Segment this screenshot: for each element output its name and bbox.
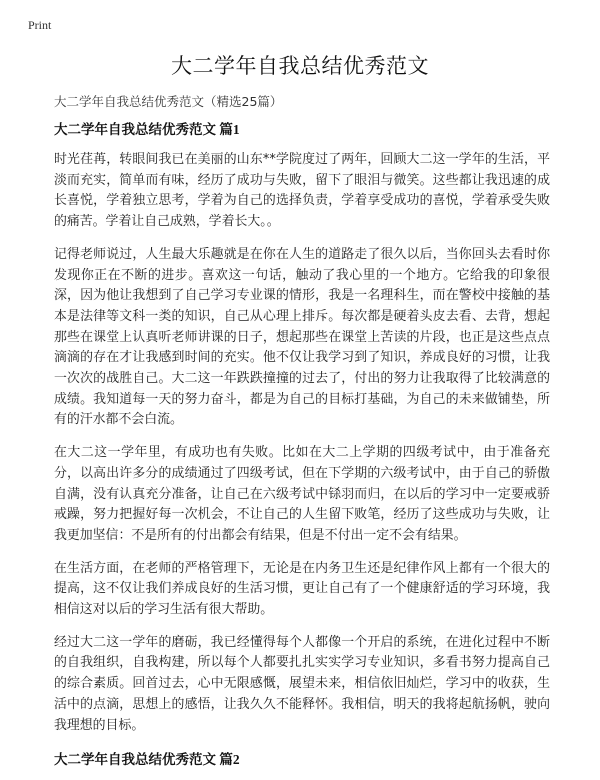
section-heading-2: 大二学年自我总结优秀范文 篇2 [54,752,240,768]
paragraph: 经过大二这一学年的磨砺，我已经懂得每个人都像一个开启的系统，在进化过程中不断的自我组织，自我构建，所以每个人都要扎扎实实学习专业知识，多看书努力提高自己的综合素质。回首过去，心中无限感慨，展望未来，相信依旧灿烂，学习中的收获，生活中的点滴，思想上的感悟，让我久久不能释怀。我相信，明天的我将起航扬帆，驶向我理想的目标。 [54,634,550,733]
page-title: 大二学年自我总结优秀范文 [171,54,429,78]
paragraph: 在大二这一学年里，有成功也有失败。比如在大二上学期的四级考试中，由于准备充分，以高出许多分的成绩通过了四级考试，但在下学期的六级考试中，由于自己的骄傲自满，没有认真充分准备，让自己在六级考试中铩羽而归，在以后的学习中一定要戒骄戒躁，努力把握好每一次机会，不让自己的人生留下败笔，经历了这些成功与失败，让我更加坚信：不是所有的付出都会有结果，但是不付出一定不会有结果。 [54,445,550,543]
print-link[interactable]: Print [28,18,52,32]
article-subtitle: 大二学年自我总结优秀范文（精选25篇） [54,94,283,109]
paragraph: 在生活方面，在老师的严格管理下，无论是在内务卫生还是纪律作风上都有一个很大的提高，这不仅让我们养成良好的生活习惯，更让自己有了一个健康舒适的学习环境，我相信这对以后的学习生活有很大帮助。 [54,560,550,618]
section-heading-1: 大二学年自我总结优秀范文 篇1 [54,122,240,137]
paragraph: 记得老师说过，人生最大乐趣就是在你在人生的道路走了很久以后，当你回头去看时你发现你正在不断的进步。喜欢这一句话，触动了我心里的一个地方。它给我的印象很深，因为他让我想到了自己学习专业课的情形，我是一名理科生，而在警校中接触的基本是法律等文科一类的知识，自己从心理上排斥。每次都是硬着头皮去看、去背，想起那些在课堂上认真听老师讲课的日子，想起那些在课堂上苦读的片段，也正是这些点点滴滴的存在才让我感到时间的充实。他不仅让我学习到了知识，养成良好的习惯，让我一次次的战胜自己。大二这一年跌跌撞撞的过去了，付出的努力让我取得了比较满意的成绩。我知道每一天的努力奋斗，都是为自己的目标打基础，为自己的未来做铺垫，所有的汗水都不会白流。 [54,246,550,428]
article-body [54,92,550,780]
paragraph: 时光荏苒，转眼间我已在美丽的山东**学院度过了两年，回顾大二这一学年的生活，平淡而充实，简单而有味，经历了成功与失败，留下了眼泪与微笑。这些都让我迅速的成长喜悦，学着独立思考，学着为自己的选择负责，学着享受成功的喜悦，学着承受失败的痛苦。学着让自己成熟，学着长大。。 [54,152,550,230]
